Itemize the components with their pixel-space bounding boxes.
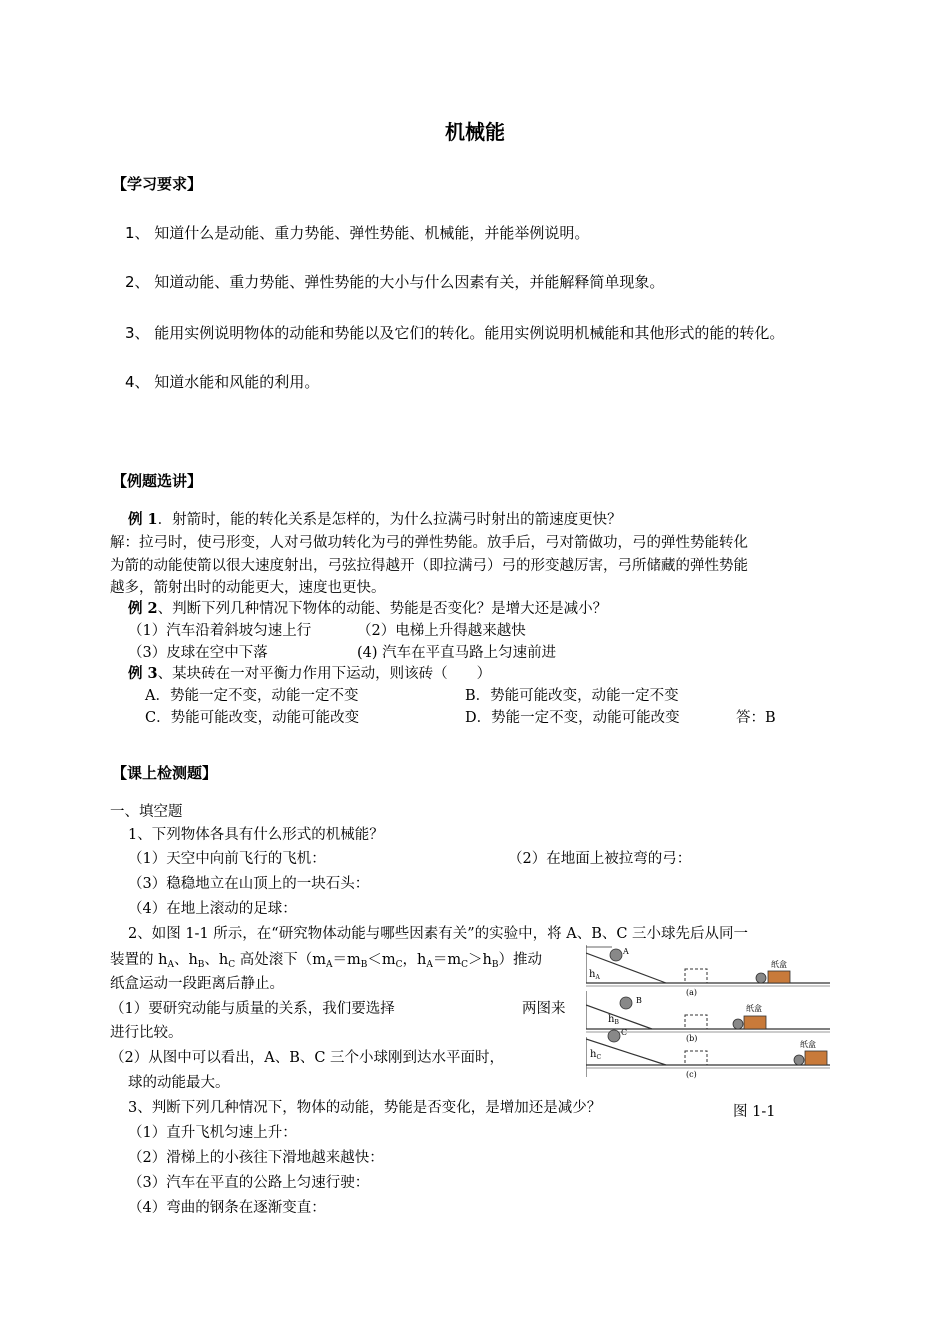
box-label: 纸盒 bbox=[746, 1004, 762, 1013]
paper-box-icon bbox=[768, 971, 790, 983]
box-start-marker bbox=[685, 1015, 707, 1029]
box-label: 纸盒 bbox=[800, 1040, 816, 1049]
ball-icon bbox=[794, 1055, 804, 1065]
example-2-question: 例 2、判断下列几种情况下物体的动能、势能是否变化？是增大还是减小？ bbox=[128, 600, 608, 617]
quiz-q2-sub1-cont: 进行比较。 bbox=[110, 1025, 183, 1041]
quiz-q2-line: 纸盒运动一段距离后静止。 bbox=[110, 976, 284, 992]
ball-label: B bbox=[636, 996, 642, 1005]
experiment-figure bbox=[586, 945, 832, 1083]
example-1-answer-line: 越多，箭射出时的动能更大，速度也更快。 bbox=[110, 580, 386, 596]
example-2-item: （1）汽车沿着斜坡匀速上行 bbox=[128, 623, 312, 639]
quiz-q2-line: 装置的 $h_A$、$h_B$、$h_C$ 高处滚下（$m_A=m_B<m_C$，$h_A=m_C>h_B$）推动 bbox=[110, 952, 542, 970]
figure-panel-a bbox=[586, 945, 830, 997]
quiz-q1-item: （1）天空中向前飞行的飞机： bbox=[128, 851, 326, 867]
requirement-item: 2、 知道动能、重力势能、弹性势能的大小与什么因素有关，并能解释简单现象。 bbox=[125, 273, 665, 291]
figure-panel-c bbox=[586, 1028, 830, 1079]
quiz-q3-item: （3）汽车在平直的公路上匀速行驶： bbox=[128, 1175, 370, 1191]
panel-label: (a) bbox=[686, 988, 698, 997]
section-heading-examples: 【例题选讲】 bbox=[112, 472, 203, 490]
example-3-option-c: C．势能可能改变，动能可能改变 bbox=[145, 710, 360, 726]
ball-icon bbox=[756, 973, 766, 983]
paper-box-icon bbox=[744, 1016, 766, 1029]
box-start-marker bbox=[685, 1051, 707, 1065]
example-1-question: 例 1．射箭时，能的转化关系是怎样的，为什么拉满弓时射出的箭速度更快？ bbox=[128, 511, 622, 528]
panel-label: (b) bbox=[686, 1034, 698, 1043]
panel-label: (c) bbox=[686, 1070, 697, 1079]
quiz-q1-text: 1、下列物体各具有什么形式的机械能？ bbox=[128, 827, 384, 843]
example-2-label: 例 2 bbox=[128, 600, 158, 617]
box-start-marker bbox=[685, 969, 707, 983]
example-2-item: （2）电梯上升得越来越快 bbox=[357, 623, 526, 639]
example-2-item: （3）皮球在空中下落 bbox=[128, 645, 268, 661]
requirement-item: 3、 能用实例说明物体的动能和势能以及它们的转化。能用实例说明机械能和其他形式的能的转化。 bbox=[125, 324, 785, 342]
example-3-question: 例 3、某块砖在一对平衡力作用下运动，则该砖（ ） bbox=[128, 665, 492, 682]
requirement-item: 4、 知道水能和风能的利用。 bbox=[125, 373, 320, 391]
example-3-option-b: B．势能可能改变，动能一定不变 bbox=[465, 688, 679, 704]
ball-label: A bbox=[623, 947, 629, 956]
ball-label: C bbox=[621, 1028, 628, 1037]
height-label: $h_A$ bbox=[589, 969, 600, 981]
example-3-label: 例 3 bbox=[128, 665, 158, 682]
quiz-q3-item: （4）弯曲的钢条在逐渐变直： bbox=[128, 1200, 326, 1216]
quiz-q2-sub1: （1）要研究动能与质量的关系，我们要选择 bbox=[110, 1001, 395, 1017]
page-title: 机械能 bbox=[445, 120, 505, 144]
quiz-q3-text: 3、判断下列几种情况下，物体的动能，势能是否变化，是增加还是减少？ bbox=[128, 1100, 602, 1116]
ball-icon bbox=[733, 1019, 743, 1029]
example-3-option-d: D．势能一定不变，动能可能改变 bbox=[465, 710, 680, 726]
quiz-q1-item: （3）稳稳地立在山顶上的一块石头： bbox=[128, 876, 370, 892]
quiz-q2-sub2-cont: 球的动能最大。 bbox=[128, 1075, 230, 1091]
section-heading-requirements: 【学习要求】 bbox=[112, 175, 203, 193]
height-label: $h_B$ bbox=[608, 1014, 619, 1026]
quiz-q1-item: （4）在地上滚动的足球： bbox=[128, 901, 297, 917]
quiz-q1-item: （2）在地面上被拉弯的弓： bbox=[508, 851, 692, 867]
ball-icon bbox=[608, 1030, 620, 1042]
example-1-answer-line: 为箭的动能使箭以很大速度射出，弓弦拉得越开（即拉满弓）弓的形变越厉害，弓所储藏的弹性势能 bbox=[110, 558, 748, 574]
quiz-q2-sub1-end: 两图来 bbox=[522, 1001, 566, 1017]
figure-caption: 图 1-1 bbox=[733, 1104, 776, 1120]
quiz-q3-item: （1）直升飞机匀速上升： bbox=[128, 1125, 297, 1141]
box-label: 纸盒 bbox=[771, 960, 787, 969]
quiz-q2-sub2: （2）从图中可以看出，A、B、C 三个小球刚到达水平面时， bbox=[110, 1050, 505, 1066]
example-1-answer-line: 解：拉弓时，使弓形变，人对弓做功转化为弓的弹性势能。放手后，弓对箭做功，弓的弹性势能转化 bbox=[110, 535, 748, 551]
section-heading-quiz: 【课上检测题】 bbox=[112, 764, 218, 782]
requirement-item: 1、 知道什么是动能、重力势能、弹性势能、机械能，并能举例说明。 bbox=[125, 224, 590, 242]
ball-icon bbox=[610, 949, 622, 961]
height-label: $h_C$ bbox=[590, 1049, 602, 1061]
example-1-label: 例 1 bbox=[128, 511, 158, 528]
paper-box-icon bbox=[805, 1051, 827, 1065]
ball-icon bbox=[620, 997, 632, 1009]
example-3-answer: 答：B bbox=[736, 710, 776, 726]
quiz-q2-line: 2、如图 1-1 所示，在“研究物体动能与哪些因素有关”的实验中，将 A、B、C 三小球先后从同一 bbox=[128, 926, 749, 942]
example-3-option-a: A．势能一定不变，动能一定不变 bbox=[145, 688, 359, 704]
example-2-item: (4) 汽车在平直马路上匀速前进 bbox=[357, 645, 557, 661]
quiz-part-title: 一、填空题 bbox=[110, 804, 183, 820]
quiz-q3-item: （2）滑梯上的小孩往下滑地越来越快： bbox=[128, 1150, 384, 1166]
